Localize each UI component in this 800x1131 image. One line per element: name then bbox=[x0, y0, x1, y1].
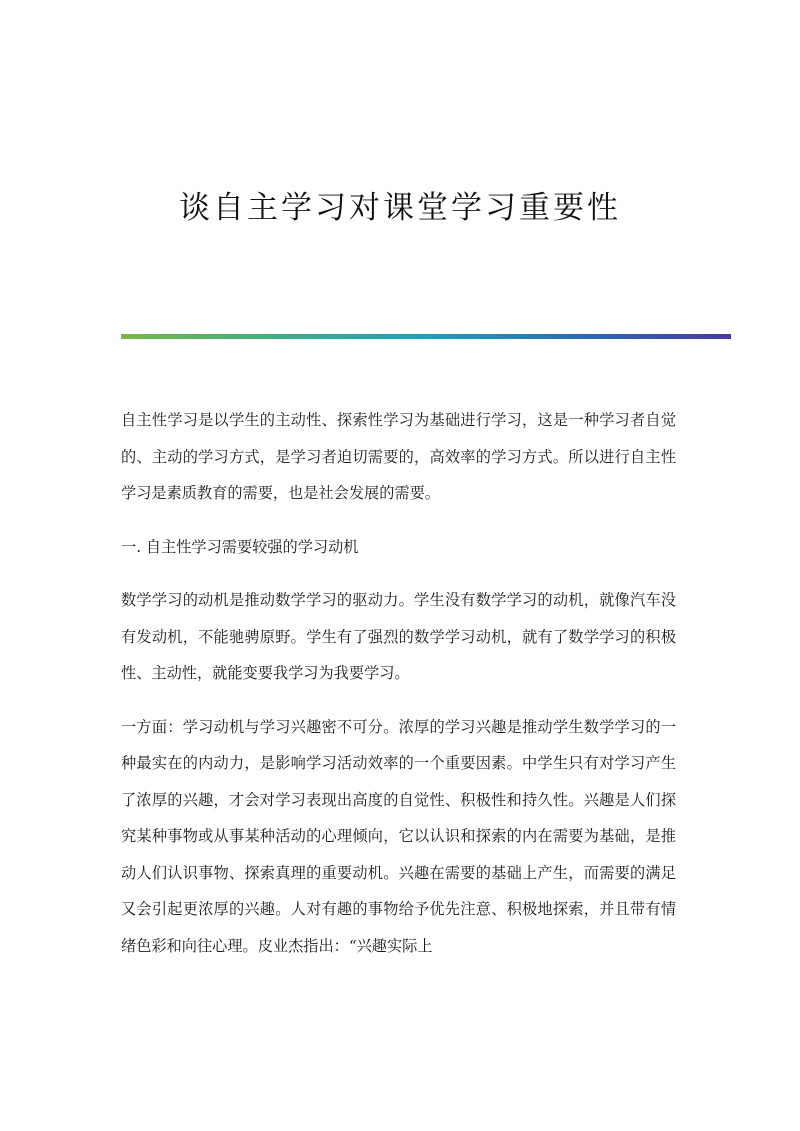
paragraph-interest: 一方面：学习动机与学习兴趣密不可分。浓厚的学习兴趣是推动学生数学学习的一种最实在的内动力，是影响学习活动效率的一个重要因素。中学生只有对学习产生了浓厚的兴趣，才会对学习表现出高度的自觉性、积极性和持久性。兴趣是人们探究某种事物或从事某种活动的心理倾向，它以认识和探索的内在需要为基础，是推动人们认识事物、探索真理的重要动机。兴趣在需要的基础上产生，而需要的满足又会引起更浓厚的兴趣。人对有趣的事物给予优先注意、积极地探索，并且带有情绪色彩和向往心理。皮业杰指出：“兴趣实际上 bbox=[121, 717, 676, 955]
paragraph-intro: 自主性学习是以学生的主动性、探索性学习为基础进行学习，这是一种学习者自觉的、主动的学习方式，是学习者迫切需要的，高效率的学习方式。所以进行自主性学习是素质教育的需要，也是社会发展的需要。 bbox=[121, 411, 676, 502]
document-body bbox=[121, 402, 676, 981]
title-divider bbox=[121, 334, 731, 339]
document-title: 谈自主学习对课堂学习重要性 bbox=[179, 190, 621, 226]
section-heading: 一. 自主性学习需要较强的学习动机 bbox=[121, 537, 359, 556]
paragraph-motivation: 数学学习的动机是推动数学学习的驱动力。学生没有数学学习的动机，就像汽车没有发动机，不能驰骋原野。学生有了强烈的数学学习动机，就有了数学学习的积极性、主动性，就能变要我学习为我要学习。 bbox=[121, 591, 676, 682]
